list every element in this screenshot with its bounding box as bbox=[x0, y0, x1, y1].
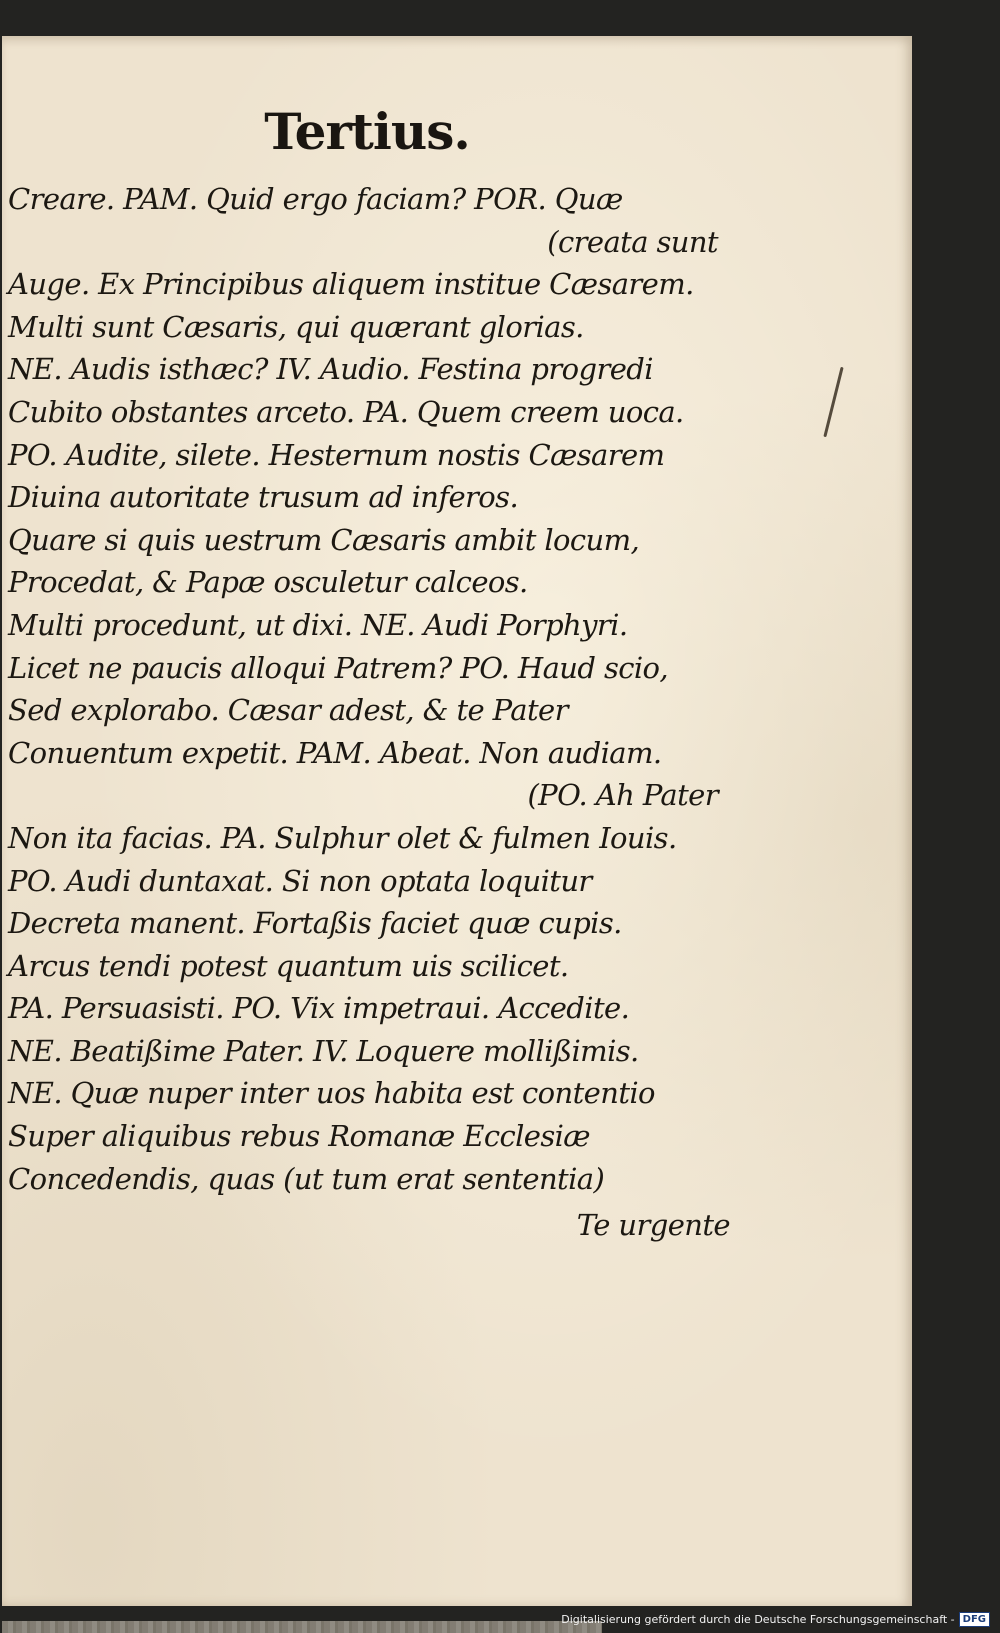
text-line: Arcus tendi potest quantum uis scilicet. bbox=[8, 948, 569, 983]
credit-text: Digitalisierung gefördert durch die Deutsche Forschungsgemeinschaft - bbox=[561, 1613, 955, 1626]
text-line: Super aliquibus rebus Romanæ Ecclesiæ bbox=[8, 1119, 590, 1154]
text-line: Conuentum expetit. PAM. Abeat. Non audiam. bbox=[8, 735, 662, 770]
text-line: Diuina autoritate trusum ad inferos. bbox=[8, 480, 519, 515]
page-edge-stack bbox=[2, 1621, 602, 1633]
text-line: Auge. Ex Principibus aliquem institue Cæsarem. bbox=[8, 267, 694, 302]
text-line: Non ita facias. PA. Sulphur olet & fulmen Iouis. bbox=[8, 820, 677, 855]
margin-pen-mark bbox=[823, 367, 843, 438]
text-line: Procedat, & Papæ osculetur calceos. bbox=[8, 565, 528, 600]
text-block bbox=[8, 178, 748, 1247]
text-line: NE. Beatißime Pater. IV. Loquere mollißimis. bbox=[8, 1033, 639, 1068]
text-line: Sed explorabo. Cæsar adest, & te Pater bbox=[8, 693, 568, 728]
text-line: Quare si quis uestrum Cæsaris ambit locum, bbox=[8, 522, 640, 557]
text-line: Creare. PAM. Quid ergo faciam? POR. Quæ bbox=[8, 182, 623, 216]
text-line: Multi procedunt, ut dixi. NE. Audi Porphyri. bbox=[8, 607, 628, 642]
text-line: NE. Quæ nuper inter uos habita est contentio bbox=[8, 1076, 655, 1111]
page-heading: Tertius. bbox=[264, 102, 470, 161]
text-line: PO. Audite, silete. Hesternum nostis Cæsarem bbox=[8, 437, 665, 472]
text-line: (PO. Ah Pater bbox=[527, 778, 718, 813]
text-line: Concedendis, quas (ut tum erat sententia) bbox=[8, 1161, 605, 1196]
catchword: Te urgente bbox=[576, 1208, 730, 1243]
text-line: PO. Audi duntaxat. Si non optata loquitur bbox=[8, 863, 592, 898]
text-line: NE. Audis isthæc? IV. Audio. Festina progredi bbox=[8, 352, 653, 387]
digitization-credit bbox=[561, 1612, 990, 1627]
book-page bbox=[2, 36, 912, 1606]
text-line: Cubito obstantes arceto. PA. Quem creem uoca. bbox=[8, 394, 684, 429]
text-line: Decreta manent. Fortaßis faciet quæ cupis. bbox=[8, 906, 622, 941]
text-line: (creata sunt bbox=[547, 224, 718, 259]
text-line: Licet ne paucis alloqui Patrem? PO. Haud scio, bbox=[8, 650, 669, 685]
dfg-logo: DFG bbox=[959, 1612, 990, 1627]
text-line: PA. Persuasisti. PO. Vix impetraui. Accedite. bbox=[8, 991, 630, 1026]
text-line: Multi sunt Cæsaris, qui quærant glorias. bbox=[8, 309, 584, 344]
